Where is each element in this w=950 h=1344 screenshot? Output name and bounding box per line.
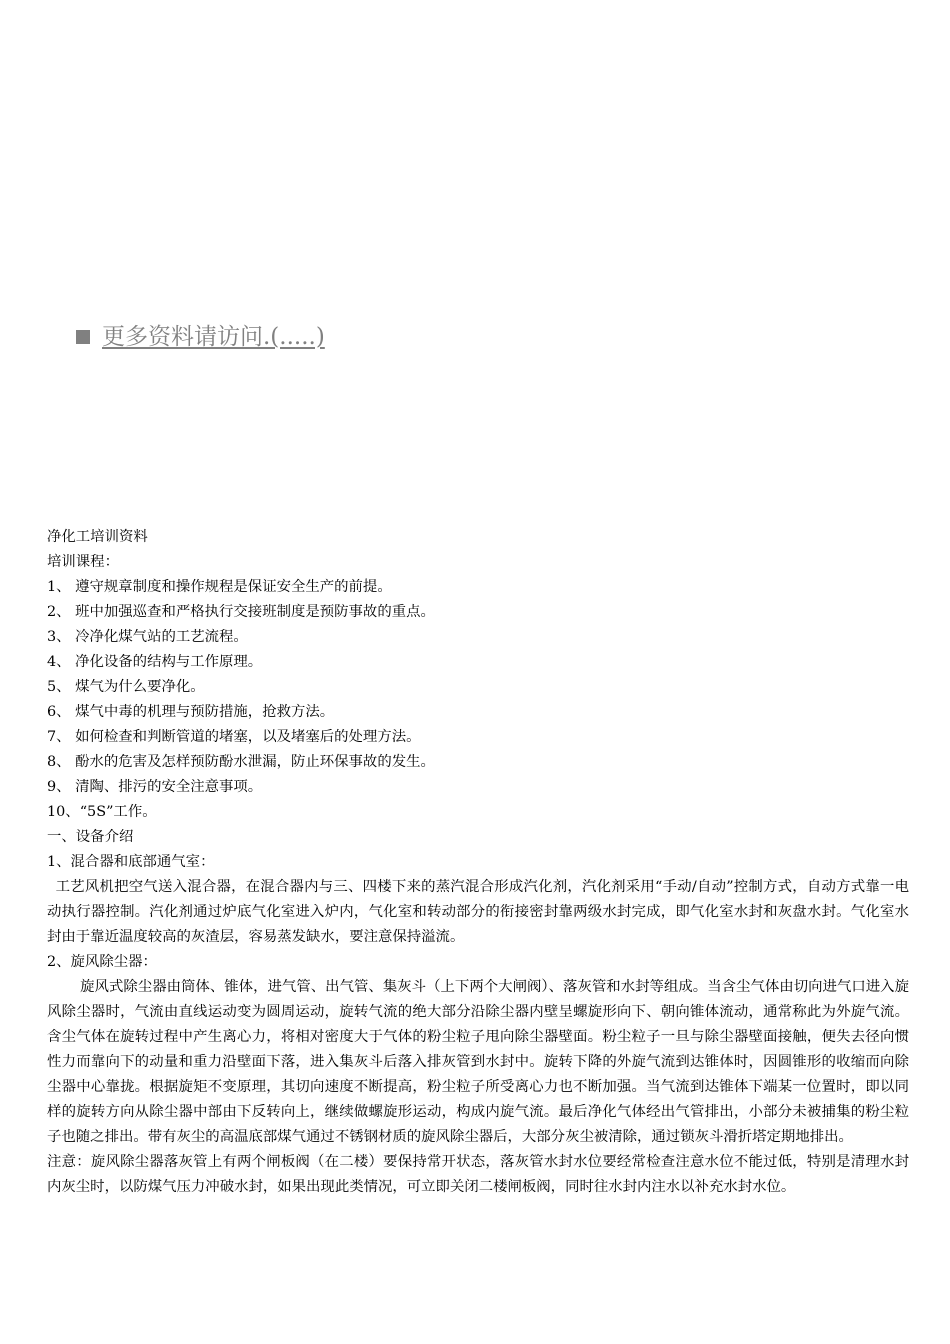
course-item-3: 3、 冷净化煤气站的工艺流程。 xyxy=(47,629,248,645)
course-heading: 培训课程： xyxy=(47,554,119,570)
note-paragraph: 注意：旋风除尘器落灰管上有两个闸板阀（在二楼）要保持常开状态，落灰管水封水位要经常检查注意水位不能过低，特别是清理水封内灰尘时，以防煤气压力冲破水封，如果出现此类情况，可立即关闭二楼闸板阀，同时往水封内注水以补充水封水位。 xyxy=(47,1154,909,1195)
cyclone-paragraph: 旋风式除尘器由筒体、锥体，进气管、出气管、集灰斗（上下两个大闸阀）、落灰管和水封等组成。当含尘气体由切向进气口进入旋风除尘器时，气流由直线运动变为圆周运动，旋转气流的绝大部分沿除尘器内壁呈螺旋形向下、朝向锥体流动，通常称此为外旋气流。含尘气体在旋转过程中产生离心力，将相对密度大于气体的粉尘粒子甩向除尘器壁面。粉尘粒子一旦与除尘器壁面接触，便失去径向惯性力而靠向下的动量和重力沿壁面下落，进入集灰斗后落入排灰管到水封中。旋转下降的外旋气流到达锥体时，因圆锥形的收缩而向除尘器中心靠拢。根据旋矩不变原理，其切向速度不断提高，粉尘粒子所受离心力也不断加强。当气流到达锥体下端某一位置时，即以同样的旋转方向从除尘器中部由下反转向上，继续做螺旋形运动，构成内旋气流。最后净化气体经出气管排出，小部分未被捕集的粉尘粒子也随之排出。带有灰尘的高温底部煤气通过不锈钢材质的旋风除尘器后，大部分灰尘被清除，通过锁灰斗滑折塔定期地排出。 xyxy=(47,979,909,1145)
subsection-heading-cyclone: 2、旋风除尘器： xyxy=(47,954,157,970)
course-item-4: 4、 净化设备的结构与工作原理。 xyxy=(47,654,263,670)
course-item-8: 8、 酚水的危害及怎样预防酚水泄漏，防止环保事故的发生。 xyxy=(47,754,435,770)
more-resources-link[interactable] xyxy=(76,322,325,352)
course-item-5: 5、 煤气为什么要净化。 xyxy=(47,679,205,695)
course-item-6: 6、 煤气中毒的机理与预防措施，抢救方法。 xyxy=(47,704,335,720)
document-body xyxy=(47,525,909,1200)
course-item-10: 10、“5S”工作。 xyxy=(47,804,157,820)
course-item-1: 1、 遵守规章制度和操作规程是保证安全生产的前提。 xyxy=(47,579,392,595)
mixer-paragraph: 工艺风机把空气送入混合器，在混合器内与三、四楼下来的蒸汽混合形成汽化剂，汽化剂采用“手动/自动”控制方式，自动方式靠一电动执行器控制。汽化剂通过炉底气化室进入炉内，气化室和转动部分的衔接密封靠两级水封完成，即气化室水封和灰盘水封。气化室水封由于靠近温度较高的灰渣层，容易蒸发缺水，要注意保持溢流。 xyxy=(47,879,909,945)
course-item-2: 2、 班中加强巡查和严格执行交接班制度是预防事故的重点。 xyxy=(47,604,435,620)
document-title: 净化工培训资料 xyxy=(47,529,148,545)
more-resources-link-text[interactable]: 更多资料请访问.(.....) xyxy=(102,324,325,350)
section-heading-equipment: 一、设备介绍 xyxy=(47,829,134,845)
course-item-7: 7、 如何检查和判断管道的堵塞，以及堵塞后的处理方法。 xyxy=(47,729,421,745)
subsection-heading-mixer: 1、混合器和底部通气室： xyxy=(47,854,215,870)
course-item-9: 9、 清陶、排污的安全注意事项。 xyxy=(47,779,263,795)
square-bullet-icon xyxy=(76,330,90,344)
